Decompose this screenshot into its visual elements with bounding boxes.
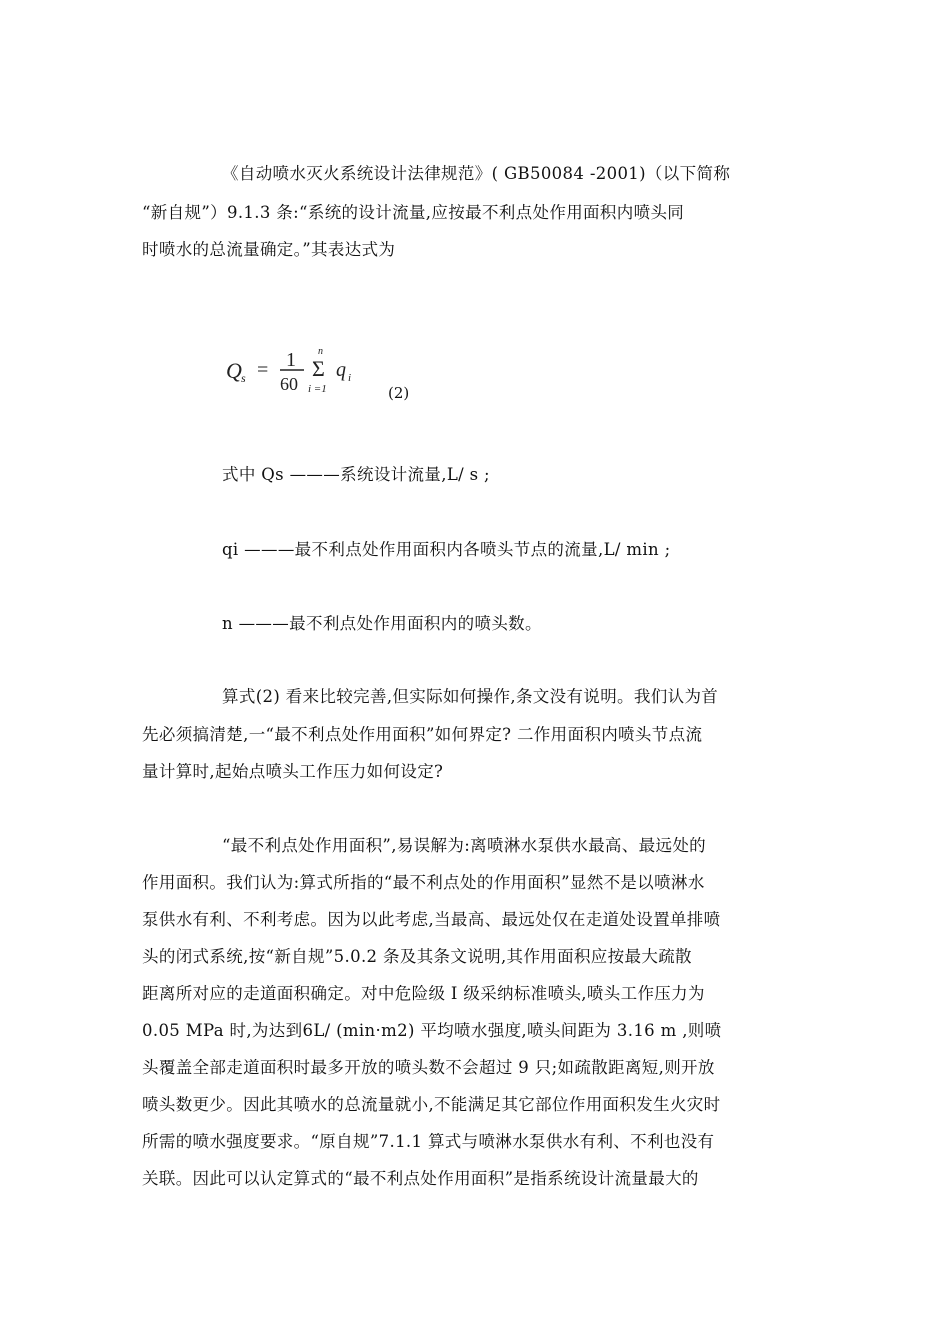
- paragraph-2-line-3: 量计算时,起始点喷头工作压力如何设定?: [142, 762, 444, 781]
- paragraph-3-line-10: 关联。因此可以认定算式的“最不利点处作用面积”是指系统设计流量最大的: [142, 1169, 699, 1188]
- paragraph-1-line-2: “新自规”）9.1.3 条:“系统的设计流量,应按最不利点处作用面积内喷头同: [142, 203, 685, 222]
- paragraph-1-line-1: 《自动喷水灭火系统设计法律规范》( GB50084 -2001)（以下简称: [222, 164, 731, 183]
- paragraph-3-line-3: 泵供水有利、不利考虑。因为以此考虑,当最高、最远处仅在走道处设置单排喷: [142, 910, 721, 929]
- paragraph-3-line-1: “最不利点处作用面积”,易误解为:离喷淋水泵供水最高、最远处的: [222, 836, 707, 855]
- formula-term-sub: i: [348, 372, 352, 384]
- paragraph-3-line-7: 头覆盖全部走道面积时最多开放的喷头数不会超过 9 只;如疏散距离短,则开放: [142, 1058, 715, 1077]
- formula-sum-lower: i =1: [308, 383, 327, 395]
- paragraph-2-line-2: 先必须搞清楚,一“最不利点处作用面积”如何界定? 二作用面积内喷头节点流: [142, 725, 703, 744]
- paragraph-3-line-8: 喷头数更少。因此其喷水的总流量就小,不能满足其它部位作用面积发生火灾时: [142, 1095, 721, 1114]
- formula-image: [224, 344, 374, 400]
- definition-qi: qi ———最不利点处作用面积内各喷头节点的流量,L/ min ;: [222, 540, 671, 559]
- formula-lhs: Q: [226, 358, 242, 383]
- formula-equals: =: [257, 359, 269, 381]
- paragraph-3-line-2: 作用面积。我们认为:算式所指的“最不利点处的作用面积”显然不是以喷淋水: [142, 873, 705, 892]
- paragraph-3-line-9: 所需的喷水强度要求。“原自规”7.1.1 算式与喷淋水泵供水有利、不利也没有: [142, 1132, 715, 1151]
- definition-n: n ———最不利点处作用面积内的喷头数。: [222, 614, 542, 633]
- paragraph-3-line-6: 0.05 MPa 时,为达到6L/ (min·m2) 平均喷水强度,喷头间距为 3.16 m ,则喷: [142, 1021, 722, 1040]
- equation-number: (2): [388, 384, 410, 402]
- definition-qs: 式中 Qs ———系统设计流量,L/ s ;: [222, 465, 490, 484]
- paragraph-3-line-4: 头的闭式系统,按“新自规”5.0.2 条及其条文说明,其作用面积应按最大疏散: [142, 947, 692, 966]
- paragraph-2-line-1: 算式(2) 看来比较完善,但实际如何操作,条文没有说明。我们认为首: [222, 687, 719, 706]
- paragraph-3-line-5: 距离所对应的走道面积确定。对中危险级 I 级采纳标准喷头,喷头工作压力为: [142, 984, 705, 1003]
- formula-lhs-sub: s: [241, 371, 246, 385]
- formula-sum-symbol: Σ: [312, 356, 325, 381]
- formula-numerator: 1: [286, 349, 296, 371]
- paragraph-1-line-3: 时喷水的总流量确定。”其表达式为: [142, 240, 396, 259]
- formula-term: q: [336, 359, 346, 381]
- formula-sum-upper: n: [318, 346, 323, 357]
- formula-denominator: 60: [280, 374, 298, 394]
